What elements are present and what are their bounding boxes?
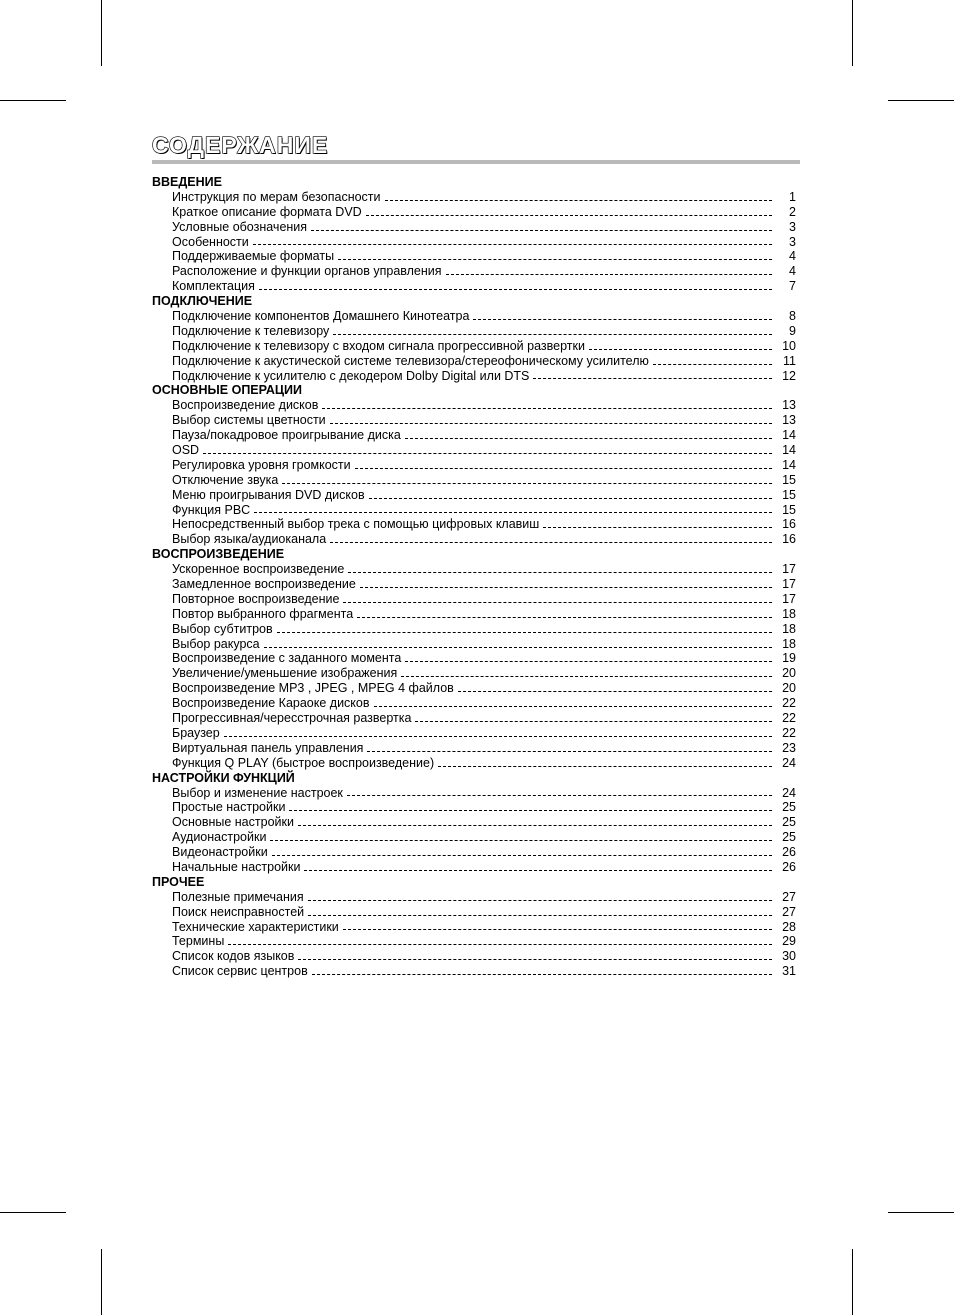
toc-entry[interactable] bbox=[152, 235, 796, 250]
toc-page-number: 25 bbox=[782, 815, 796, 830]
dotted-leader bbox=[270, 840, 772, 841]
dotted-leader bbox=[374, 706, 772, 707]
toc-entry-title: Выбор субтитров bbox=[172, 621, 273, 636]
toc-entry[interactable] bbox=[152, 443, 796, 458]
toc-page-number: 30 bbox=[782, 949, 796, 964]
dotted-leader bbox=[343, 929, 772, 930]
toc-entry[interactable] bbox=[152, 741, 796, 756]
dotted-leader bbox=[298, 825, 772, 826]
toc-entry-title: Подключение к телевизору bbox=[172, 323, 330, 338]
dotted-leader bbox=[405, 661, 772, 662]
dotted-leader bbox=[348, 572, 772, 573]
crop-mark-bottom-left-horizontal bbox=[0, 1212, 66, 1213]
section-heading: НАСТРОЙКИ ФУНКЦИЙ bbox=[152, 770, 295, 785]
toc-entry[interactable] bbox=[152, 696, 796, 711]
toc-entry[interactable] bbox=[152, 190, 796, 205]
toc-entry[interactable] bbox=[152, 830, 796, 845]
toc-page-number: 22 bbox=[782, 711, 796, 726]
dotted-leader bbox=[360, 587, 772, 588]
crop-mark-top-left-vertical bbox=[101, 0, 102, 66]
toc-page-number: 11 bbox=[783, 353, 796, 368]
toc-entry[interactable] bbox=[152, 756, 796, 771]
toc-entry-title: Поиск неисправностей bbox=[172, 904, 305, 919]
toc-entry-title: Ускоренное воспроизведение bbox=[172, 562, 345, 577]
dotted-leader bbox=[330, 542, 772, 543]
toc-entry[interactable] bbox=[152, 220, 796, 235]
toc-entry-title: Поддерживаемые форматы bbox=[172, 249, 335, 264]
crop-mark-top-right-vertical bbox=[852, 0, 853, 66]
toc-entry-title: Подключение компонентов Домашнего Кинотеатра bbox=[172, 309, 470, 323]
dotted-leader bbox=[330, 423, 772, 424]
dotted-leader bbox=[653, 364, 772, 365]
section-heading: ВВЕДЕНИЕ bbox=[152, 175, 222, 189]
toc-page-number: 14 bbox=[782, 428, 796, 443]
toc-page-number: 18 bbox=[782, 636, 796, 651]
toc-entry-title: Простые настройки bbox=[172, 800, 286, 815]
toc-entry-title: Условные обозначения bbox=[172, 219, 308, 234]
toc-entry[interactable] bbox=[152, 473, 796, 488]
toc-entry-title: Список сервис центров bbox=[172, 964, 308, 979]
dotted-leader bbox=[369, 498, 772, 499]
dotted-leader bbox=[254, 512, 772, 513]
toc-entry[interactable] bbox=[152, 458, 796, 473]
crop-mark-top-right-horizontal bbox=[888, 100, 954, 101]
toc-entry[interactable] bbox=[152, 905, 796, 920]
toc-entry-title: Функция Q PLAY (быстрое воспроизведение) bbox=[172, 755, 435, 770]
toc-page-number: 23 bbox=[782, 740, 796, 755]
toc-section bbox=[152, 547, 796, 770]
toc-entry-title: Функция PBC bbox=[172, 502, 251, 517]
toc-entry-title: Выбор и изменение настроек bbox=[172, 785, 343, 800]
toc-entry-title: Видеонастройки bbox=[172, 845, 268, 860]
dotted-leader bbox=[333, 334, 772, 335]
toc-entry[interactable] bbox=[152, 339, 796, 354]
toc-entry[interactable] bbox=[152, 428, 796, 443]
dotted-leader bbox=[253, 244, 772, 245]
toc-entry[interactable] bbox=[152, 666, 796, 681]
toc-entry[interactable] bbox=[152, 890, 796, 905]
dotted-leader bbox=[415, 721, 772, 722]
toc-page-number: 10 bbox=[782, 338, 796, 353]
toc-page-number: 25 bbox=[782, 830, 796, 845]
section-heading: ПРОЧЕЕ bbox=[152, 874, 205, 889]
toc-entry-title: Подключение к акустической системе телевизора/стереофоническому усилителю bbox=[172, 353, 649, 368]
toc-entry[interactable] bbox=[152, 279, 796, 294]
toc-page-number: 12 bbox=[782, 368, 796, 383]
toc-entry-title: Пауза/покадровое проигрывание диска bbox=[172, 428, 401, 443]
toc-entry-title: Повторное воспроизведение bbox=[172, 591, 340, 606]
dotted-leader bbox=[259, 289, 772, 290]
section-heading: ВОСПРОИЗВЕДЕНИЕ bbox=[152, 547, 285, 562]
toc-entry-title: Увеличение/уменьшение изображения bbox=[172, 666, 398, 681]
toc-entry[interactable] bbox=[152, 637, 796, 652]
toc-entry-title: Виртуальная панель управления bbox=[172, 740, 364, 755]
toc-page-number: 22 bbox=[782, 696, 796, 711]
toc-entry[interactable] bbox=[152, 577, 796, 592]
toc-entry-title: Воспроизведение Караоке дисков bbox=[172, 696, 370, 711]
toc-page-number: 28 bbox=[782, 919, 796, 934]
dotted-leader bbox=[446, 274, 772, 275]
toc-page-number: 24 bbox=[782, 755, 796, 770]
crop-mark-bottom-right-horizontal bbox=[888, 1212, 954, 1213]
toc-entry-title: Список кодов языков bbox=[172, 949, 295, 964]
dotted-leader bbox=[308, 915, 772, 916]
toc-entry-title: Начальные настройки bbox=[172, 859, 301, 874]
dotted-leader bbox=[347, 795, 772, 796]
toc-entry-title: Технические характеристики bbox=[172, 919, 339, 934]
toc-page-number: 15 bbox=[782, 472, 796, 487]
toc-entry[interactable] bbox=[152, 517, 796, 532]
toc-entry[interactable] bbox=[152, 309, 796, 324]
toc-entry[interactable] bbox=[152, 532, 796, 547]
toc-entry[interactable] bbox=[152, 607, 796, 622]
toc-page-number: 9 bbox=[789, 323, 796, 338]
toc-entry[interactable] bbox=[152, 800, 796, 815]
toc-entry[interactable] bbox=[152, 920, 796, 935]
toc-page-number: 22 bbox=[782, 725, 796, 740]
table-of-contents bbox=[152, 175, 796, 979]
toc-page-number: 8 bbox=[789, 309, 796, 323]
toc-entry-title: Воспроизведение дисков bbox=[172, 398, 319, 413]
dotted-leader bbox=[385, 200, 772, 201]
toc-entry-title: Термины bbox=[172, 934, 225, 949]
dotted-leader bbox=[405, 438, 772, 439]
toc-page-number: 14 bbox=[782, 457, 796, 472]
toc-entry-title: Замедленное воспроизведение bbox=[172, 577, 356, 592]
toc-entry-title: Краткое описание формата DVD bbox=[172, 204, 362, 219]
toc-page-number: 17 bbox=[782, 591, 796, 606]
toc-entry-title: Выбор языка/аудиоканала bbox=[172, 532, 327, 547]
dotted-leader bbox=[458, 691, 772, 692]
toc-entry[interactable] bbox=[152, 949, 796, 964]
toc-entry[interactable] bbox=[152, 934, 796, 949]
toc-page-number: 13 bbox=[782, 413, 796, 428]
toc-entry-title: Полезные примечания bbox=[172, 889, 304, 904]
toc-page-number: 25 bbox=[782, 800, 796, 815]
dotted-leader bbox=[298, 959, 772, 960]
toc-page-number: 13 bbox=[782, 398, 796, 413]
toc-page-number: 3 bbox=[789, 234, 796, 249]
toc-page-number: 14 bbox=[782, 443, 796, 458]
toc-entry[interactable] bbox=[152, 264, 796, 279]
dotted-leader bbox=[367, 751, 772, 752]
toc-entry[interactable] bbox=[152, 786, 796, 801]
toc-entry[interactable] bbox=[152, 503, 796, 518]
crop-mark-top-left-horizontal bbox=[0, 100, 66, 101]
toc-entry[interactable] bbox=[152, 205, 796, 220]
toc-page-number: 16 bbox=[782, 517, 796, 532]
toc-page-number: 26 bbox=[782, 845, 796, 860]
dotted-leader bbox=[277, 632, 772, 633]
toc-entry[interactable] bbox=[152, 354, 796, 369]
crop-mark-bottom-left-vertical bbox=[101, 1249, 102, 1315]
dotted-leader bbox=[304, 870, 772, 871]
toc-page-number: 3 bbox=[789, 219, 796, 234]
dotted-leader bbox=[357, 617, 772, 618]
toc-entry-title: Воспроизведение с заданного момента bbox=[172, 651, 402, 666]
toc-entry-title: Комплектация bbox=[172, 279, 255, 294]
toc-page-number: 20 bbox=[782, 681, 796, 696]
toc-entry[interactable] bbox=[152, 592, 796, 607]
toc-entry-title: Регулировка уровня громкости bbox=[172, 457, 351, 472]
toc-entry[interactable] bbox=[152, 845, 796, 860]
toc-entry-title: Подключение к телевизору с входом сигнала прогрессивной развертки bbox=[172, 338, 585, 353]
dotted-leader bbox=[355, 468, 772, 469]
dotted-leader bbox=[228, 944, 772, 945]
dotted-leader bbox=[366, 215, 772, 216]
toc-page-number: 4 bbox=[789, 249, 796, 264]
toc-page-number: 24 bbox=[782, 785, 796, 800]
dotted-leader bbox=[343, 602, 772, 603]
toc-entry-title: Расположение и функции органов управления bbox=[172, 264, 442, 279]
dotted-leader bbox=[322, 408, 772, 409]
dotted-leader bbox=[312, 974, 772, 975]
toc-page-number: 2 bbox=[789, 204, 796, 219]
toc-section bbox=[152, 294, 796, 383]
toc-page-number: 20 bbox=[782, 666, 796, 681]
toc-entry[interactable] bbox=[152, 964, 796, 979]
toc-page-number: 31 bbox=[782, 964, 796, 979]
toc-entry-title: Подключение к усилителю с декодером Dolby Digital или DTS bbox=[172, 368, 530, 383]
dotted-leader bbox=[533, 378, 772, 379]
toc-entry-title: OSD bbox=[172, 443, 200, 458]
toc-page-number: 7 bbox=[789, 279, 796, 294]
toc-entry-title: Инструкция по мерам безопасности bbox=[172, 189, 381, 204]
toc-entry[interactable] bbox=[152, 562, 796, 577]
crop-mark-bottom-right-vertical bbox=[852, 1249, 853, 1315]
dotted-leader bbox=[543, 527, 772, 528]
dotted-leader bbox=[473, 319, 772, 320]
toc-entry[interactable] bbox=[152, 726, 796, 741]
dotted-leader bbox=[203, 453, 772, 454]
dotted-leader bbox=[264, 647, 772, 648]
toc-page-number: 15 bbox=[782, 502, 796, 517]
toc-page-number: 17 bbox=[782, 562, 796, 577]
toc-section bbox=[152, 175, 796, 294]
section-heading: ПОДКЛЮЧЕНИЕ bbox=[152, 294, 253, 309]
toc-entry[interactable] bbox=[152, 413, 796, 428]
toc-section bbox=[152, 875, 796, 979]
toc-page-number: 26 bbox=[782, 859, 796, 874]
dotted-leader bbox=[438, 766, 772, 767]
toc-section bbox=[152, 383, 796, 547]
toc-entry-title: Отключение звука bbox=[172, 472, 279, 487]
toc-entry-title: Аудионастройки bbox=[172, 830, 267, 845]
toc-entry-title: Выбор системы цветности bbox=[172, 413, 326, 428]
toc-page-number: 29 bbox=[782, 934, 796, 949]
dotted-leader bbox=[224, 736, 772, 737]
toc-entry-title: Непосредственный выбор трека с помощью цифровых клавиш bbox=[172, 517, 540, 532]
title-rule bbox=[152, 160, 800, 164]
toc-entry[interactable] bbox=[152, 711, 796, 726]
dotted-leader bbox=[589, 349, 772, 350]
toc-entry-title: Меню проигрывания DVD дисков bbox=[172, 487, 365, 502]
dotted-leader bbox=[338, 259, 772, 260]
section-heading: ОСНОВНЫЕ ОПЕРАЦИИ bbox=[152, 383, 303, 398]
toc-page-number: 18 bbox=[782, 621, 796, 636]
dotted-leader bbox=[401, 676, 772, 677]
dotted-leader bbox=[308, 900, 772, 901]
toc-page-number: 27 bbox=[782, 889, 796, 904]
toc-page-number: 16 bbox=[782, 532, 796, 547]
toc-entry[interactable] bbox=[152, 488, 796, 503]
dotted-leader bbox=[272, 855, 772, 856]
toc-entry[interactable] bbox=[152, 815, 796, 830]
toc-entry-title: Прогрессивная/чересстрочная развертка bbox=[172, 711, 412, 726]
dotted-leader bbox=[282, 483, 772, 484]
toc-page-number: 19 bbox=[782, 651, 796, 666]
page-title: СОДЕРЖАНИЕ bbox=[152, 132, 329, 158]
toc-section bbox=[152, 771, 796, 875]
toc-entry[interactable] bbox=[152, 324, 796, 339]
toc-entry-title: Основные настройки bbox=[172, 815, 294, 830]
toc-page-number: 1 bbox=[789, 189, 796, 204]
toc-entry[interactable] bbox=[152, 369, 796, 384]
toc-page-number: 15 bbox=[782, 487, 796, 502]
toc-page-number: 18 bbox=[782, 606, 796, 621]
toc-entry-title: Особенности bbox=[172, 234, 249, 249]
toc-entry[interactable] bbox=[152, 860, 796, 875]
toc-page-number: 17 bbox=[782, 577, 796, 592]
toc-entry-title: Выбор ракурса bbox=[172, 636, 260, 651]
toc-entry[interactable] bbox=[152, 622, 796, 637]
toc-page-number: 27 bbox=[782, 904, 796, 919]
toc-entry[interactable] bbox=[152, 681, 796, 696]
dotted-leader bbox=[311, 230, 772, 231]
toc-entry[interactable] bbox=[152, 652, 796, 667]
toc-entry[interactable] bbox=[152, 249, 796, 264]
toc-entry[interactable] bbox=[152, 398, 796, 413]
toc-entry-title: Браузер bbox=[172, 725, 220, 740]
toc-entry-title: Воспроизведение MP3 , JPEG , MPEG 4 файлов bbox=[172, 681, 454, 696]
toc-entry-title: Повтор выбранного фрагмента bbox=[172, 606, 354, 621]
toc-page-number: 4 bbox=[789, 264, 796, 279]
dotted-leader bbox=[289, 810, 772, 811]
